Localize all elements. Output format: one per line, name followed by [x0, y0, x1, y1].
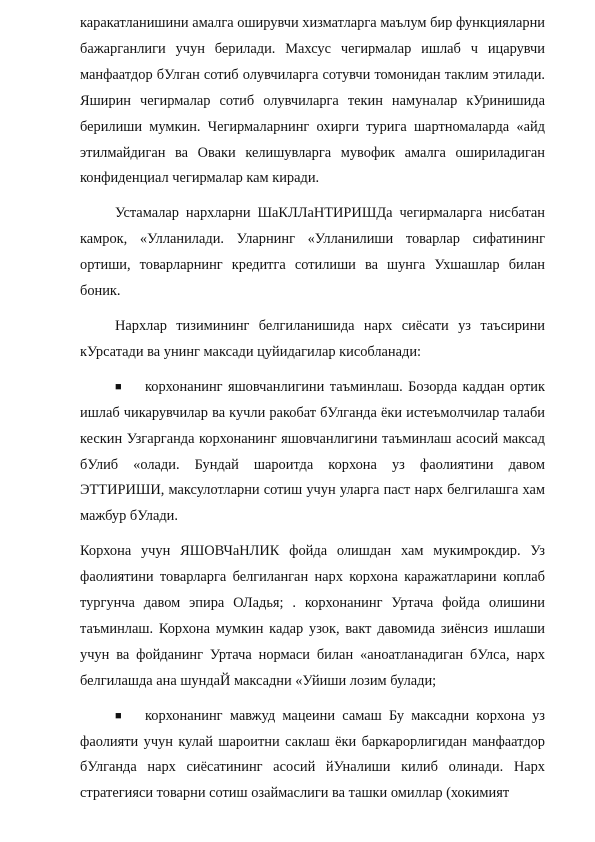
- paragraph-1: каракатланишини амалга оширувчи хизматларга маълум бир функцияларни бажарганлиги учун берилади. Махсус чегирмалар ишлаб ч ицарувчи манфаатдор бУлган сотиб олувчиларга сотувчи томонидан таклим этилади. Яширин чегирмалар сотиб олувчиларга текин намуналар кУринишида берилиши мумкин. Чегирмаларнинг охирги турига шартномаларда «айд этилмайдиган ва Оваки келишувларга мувофик амалга ошириладиган конфиденциал чегирмалар кам киради.: [80, 15, 545, 187]
- paragraph-3: Нархлар тизимининг белгиланишида нарх сиёсати уз таъсирини кУрсатади ва унинг максади цуйидагилар кисобланади:: [80, 317, 545, 360]
- bullet-item-1-text: корхонанинг яшовчанлигини таъминлаш. Бозорда каддан ортик ишлаб чикарувчилар ва кучли ракобат бУлганда ёки истеъмолчилар талаби кескин Узгарганда корхонанинг яшовчанлигини таъминлаш асосий максад бУлиб «олади. Бундай шароитда корхона уз фаолиятини давом ЭТТИРИШИ, максулотларни сотиш учун уларга паст нарх белгилашга хам мажбур бУлади.: [80, 378, 545, 525]
- paragraph-2: Устамалар нархларни ШаКЛЛаНТИРИШДа чегирмаларга нисбатан камрок, «Улланилади. Уларнинг «Улланилиши товарлар сифатининг ортиши, товарларнинг кредитга сотилиши ва шунга Ухшашлар билан боник.: [80, 205, 545, 300]
- square-bullet-icon: ■: [115, 380, 122, 393]
- document-body: [80, 11, 545, 816]
- bullet-item-1: [80, 375, 545, 530]
- bullet-item-2: [80, 704, 545, 808]
- square-bullet-icon: ■: [115, 709, 122, 722]
- bullet-item-1-continuation: Корхона учун ЯШОВЧаНЛИК фойда олишдан хам мукимрокдир. Уз фаолиятини товарларга белгиланган нарх корхона каражатларини коплаб тургунча давом эпира ОЛадья; . корхонанинг Уртача фойда олишини таъминлаш. Корхона мумкин кадар узок, вакт давомида зиёнсиз ишлаши учун ва фойданинг Уртача нормаси билан «аноатланадиган бУлса, нарх белгилашда ана шундаЙ максадни «Уйиши лозим булади;: [80, 543, 545, 689]
- bullet-item-2-text: корхонанинг мавжуд мацеини самаш Бу максадни корхона уз фаолияти учун кулай шароитни саклаш ёки баркарорлигидан манфаатдор бУлганда нарх сиёсатининг асосий йУналиши килиб олинади. Нарх стратегияси товарни сотиш озаймаслиги ва ташки омиллар (хокимият: [80, 707, 545, 802]
